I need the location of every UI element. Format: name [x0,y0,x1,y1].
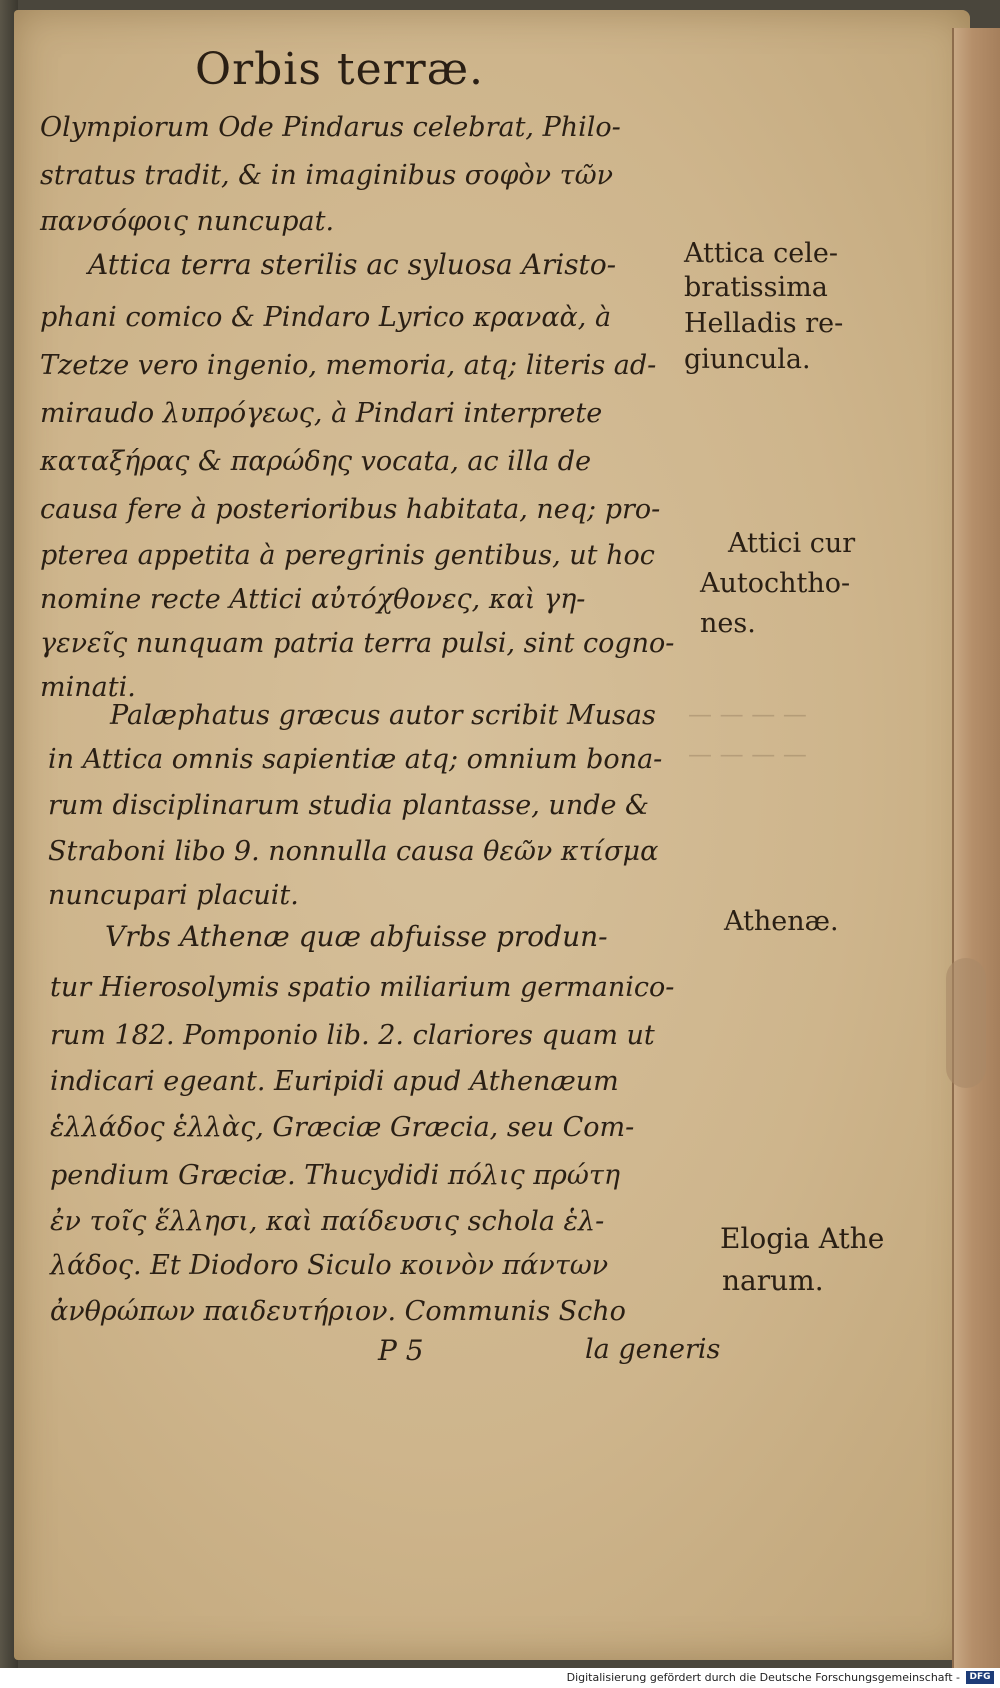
body-line: Tzetze vero ingenio, memoria, atq; literis ad- [40,350,657,381]
margin-note-line: Attici cur [728,528,856,559]
body-line: καταξήρας & παρώδης vocata, ac illa de [40,446,592,477]
funding-credit: Digitalisierung gefördert durch die Deutsche Forschungsgemeinschaft - [566,1671,960,1684]
body-line: in Attica omnis sapientiæ atq; omnium bona- [48,744,663,775]
body-line: Attica terra sterilis ac syluosa Aristo- [88,248,617,281]
body-line: indicari egeant. Euripidi apud Athenæum [50,1066,619,1097]
body-line: miraudo λυπρόγεως, à Pindari interprete [40,398,603,429]
body-line: nomine recte Attici αὐτόχθονες, καὶ γη- [40,584,586,615]
show-through-text: — — — — [688,740,807,768]
body-line: nuncupari placuit. [48,880,299,911]
margin-note-line: Elogia Athe [720,1222,885,1255]
catchword: la generis [585,1334,721,1365]
body-line: Palæphatus græcus autor scribit Musas [110,700,656,731]
body-line: stratus tradit, & in imaginibus σοφὸν τῶν [40,160,613,191]
body-line: γενεῖς nunquam patria terra pulsi, sint cogno- [40,628,675,659]
body-line: λάδος. Et Diodoro Siculo κοινὸν πάντων [50,1250,609,1281]
body-line: minati. [40,672,136,703]
body-line: causa fere à posterioribus habitata, neq; pro- [40,494,661,525]
dfg-logo-icon: DFG [966,1671,994,1684]
page-fore-edge [952,28,1000,1668]
margin-note-line: bratissima [684,272,828,303]
body-line: Straboni libo 9. nonnulla causa θεῶν κτίσμα [48,836,659,867]
signature-mark: P 5 [378,1334,424,1367]
body-line: pendium Græciæ. Thucydidi πόλις πρώτη [50,1160,621,1191]
margin-note-line: Autochtho- [700,568,851,599]
body-line: ἐν τοῖς ἕλλησι, καὶ παίδευσις schola ἑλ- [50,1206,605,1237]
body-line: rum 182. Pomponio lib. 2. clariores quam ut [50,1020,655,1051]
body-line: tur Hierosolymis spatio miliarium germanico- [50,972,675,1003]
body-line: ἀνθρώπων παιδευτήριον. Communis Scho [50,1296,626,1327]
body-line: Olympiorum Ode Pindarus celebrat, Philo- [40,112,621,143]
page-clasp-shadow [946,958,986,1088]
body-line: pterea appetita à peregrinis gentibus, ut hoc [40,540,655,571]
body-line: phani comico & Pindaro Lyrico κραναὰ, à [40,302,612,333]
margin-note-line: Athenæ. [724,906,839,937]
running-title: Orbis terræ. [195,44,485,95]
show-through-text: — — — — [688,700,807,728]
body-line: ἑλλάδος ἑλλὰς, Græciæ Græcia, seu Com- [50,1112,635,1143]
digitization-footer [0,1668,1000,1688]
margin-note-line: nes. [700,608,756,639]
margin-note-line: Helladis re- [684,308,844,339]
margin-note-line: Attica cele- [684,238,838,269]
margin-note-line: giuncula. [684,344,811,375]
margin-note-line: narum. [722,1264,824,1297]
body-line: Vrbs Athenæ quæ abfuisse produn- [105,920,608,953]
body-line: rum disciplinarum studia plantasse, unde & [48,790,650,821]
body-line: πανσόφοις nuncupat. [40,206,335,237]
